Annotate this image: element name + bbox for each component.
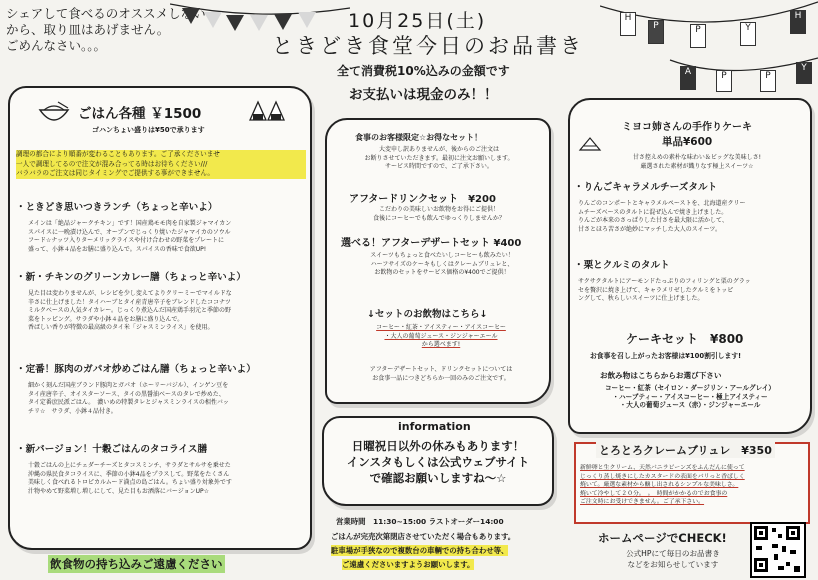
set-drinks-lines: [345, 324, 537, 350]
onigiri-icon: [246, 96, 290, 124]
desc-line: ミルクベースの人気タイカレー。じっくり煮込んだ国産鶏手羽元と季節の野: [28, 307, 232, 315]
desc-line: アフターデザートセット、ドリンクセットについては: [369, 366, 513, 373]
desc-line: 見た目は変わりませんが、レシピを少し変えてよりクリーミーでマイルドな: [28, 290, 232, 297]
business-hours: 営業時間 11:30~15:00 ラストオーダー14:00: [336, 517, 504, 526]
cake-desc: [592, 154, 802, 171]
note-line: から、取り皿はあげません。: [6, 22, 170, 37]
desc-line: 十穀ごはんの上にチェダーチーズとタコスミンチ、サラダとサルサを乗せた: [28, 462, 231, 469]
drink-line: ・ハーブティー・アイスコーヒー・極上アイスティー: [612, 392, 768, 401]
notice-line: 一人で調理してるので注文が混み合ってる時はお待ちください///: [16, 160, 306, 170]
cake-drinks-lines: [576, 384, 804, 410]
header-date: 10月25日(土): [348, 10, 487, 32]
desc-line: 辛さに仕上げました！タイハーブとタイ産青唐辛子をブレンドしたココナツ: [28, 298, 231, 306]
note-line: ごめんなさい。。。: [6, 38, 107, 53]
notice-line: 調理の都合により順番が変わることもあります。ご了承くださいませ: [16, 150, 306, 160]
creme-brulee-title: とろとろクレームブリュレ ¥350: [596, 442, 775, 458]
creme-brulee-desc: [580, 464, 745, 507]
set-menu-panel: [325, 118, 551, 404]
bunting-letter-flag: P: [690, 24, 706, 48]
bunting-letter-flag: P: [760, 70, 776, 92]
notice-line: バラバラのご注文は同じタイミングでご提供する事ができません。: [16, 169, 306, 179]
creme-brulee-section: [574, 442, 810, 524]
cake-icon: [578, 134, 602, 152]
bunting-letter-flag: P: [648, 20, 664, 44]
drink-line: ・大人の葡萄ジュース（赤）・ジンジャーエール: [619, 401, 761, 410]
drink-set-title: アフタードリンクセット ¥200: [349, 194, 496, 205]
desc-line: 甘さとほろ苦さが絶妙にマッチした大人のスイーツ。: [578, 225, 721, 233]
drink-line: コーヒー・紅茶（セイロン・ダージリン・アールグレイ）: [604, 384, 776, 392]
set-drinks-title: ↓セットのお飲物はこちら↓: [367, 309, 488, 320]
desc-line: じっくり蒸し焼きにしたカスタードの表面をパリっと香ばしく: [580, 473, 745, 480]
menu-item-title: ・新バージョン！十穀ごはんのタコライス膳: [16, 444, 208, 455]
desc-line: こだわりの美味しいお飲物をお得にご提供！: [378, 206, 499, 213]
desc-line: 甘さ控えめの素朴な味わい＆ビッグな美味しさ!: [632, 154, 762, 161]
desc-line: 食後にコーヒーでも飲んでゆっくりしませんか？: [373, 214, 505, 222]
desc-line: 汁物やめて野菜増し増しにして、見た目もお洒落にバージョンUP☆: [28, 487, 210, 495]
set-note-lines: [345, 366, 537, 383]
bunting-flag: [274, 14, 292, 30]
cake-title: ミヨコ姉さんの手作りケーキ: [622, 122, 752, 133]
desc-line: タイ産唐辛子、オイスターソース、タイの黒醤油ベースのタレで炒めた、: [28, 390, 225, 398]
bunting-flag: [250, 15, 268, 31]
info-line: インスタもしくは公式ウェブサイト: [346, 455, 530, 469]
cake-item-desc: [578, 200, 746, 234]
menu-item-desc: [28, 220, 231, 254]
desc-line: スパイスに一晩漬け込んで、オーブンでじっくり焼いたジャマイカのソウル: [28, 228, 231, 236]
bunting-flag: [226, 15, 244, 31]
desc-line: 香ばしい香りが特徴の最高級のタイ米「ジャスミンライス」を使用。: [28, 324, 214, 332]
info-line: で確認お願いしますね〜☆: [369, 471, 507, 485]
cake-price: 単品¥600: [662, 136, 713, 148]
customer-set-lines: [351, 146, 527, 172]
menu-item-desc: [28, 290, 232, 333]
bunting-flag: [182, 8, 200, 24]
desc-line: ご注文時にお受けできません。ご了承下さい。: [580, 499, 705, 506]
info-line: 日曜祝日以外の休みもあります！: [351, 439, 525, 453]
desc-line: 美味しく食べれるトロピカルムード満点の島ごはん。ちょい盛り対象外です: [28, 479, 232, 487]
desc-line: 公式HPにて毎日のお品書き: [626, 549, 720, 558]
bunting-letter-flag: P: [716, 70, 732, 92]
rice-menu-title: ごはん各種 ￥1500: [78, 106, 202, 122]
homepage-desc: [626, 548, 720, 570]
rice-menu-panel: [8, 86, 312, 550]
sellout-note: ごはんが完売次第閉店させていただく場合もあります。: [331, 532, 516, 541]
desc-line: 細かく刻んだ国産ブランド豚肉とガパオ（ホーリーバジル）、インゲン豆を: [28, 382, 229, 389]
desc-line: お飲物のセットをサービス価格の¥400でご提供！: [374, 269, 510, 277]
desc-line: 焼いて。厳選な素材から醸し出されるシンプルな美味しさ。: [580, 482, 739, 489]
information-heading: information: [398, 420, 471, 433]
information-panel: [322, 416, 554, 506]
desc-line: サービス時間ですので、ご了承下さい。: [385, 163, 493, 171]
order-notice: [16, 150, 306, 179]
menu-item-desc: [28, 462, 232, 496]
parking-note-2: ご遠慮くださいますようお願いします。: [342, 560, 475, 569]
menu-item-desc: [28, 382, 229, 416]
bunting-letter-flag: Y: [740, 22, 756, 46]
desc-line: 沖縄の県民食タコライスに、季節の小鉢4品をプラスして。野菜をたくさん: [28, 470, 230, 478]
desc-line: お食事一品につきどちらか一回のみのご注文です。: [372, 374, 510, 382]
desc-line: 盛って、小鉢４品をお膳に盛り込んで。スパイスの香味で食欲UP!: [28, 245, 207, 253]
cake-drinks-title: お飲み物はこちらからお選び下さい: [600, 371, 722, 380]
note-line: シェアして食べるのオススメしない: [6, 6, 206, 21]
bunting-flag: [204, 12, 222, 28]
no-outside-food-note: 飲食物の持ち込みご遠慮ください: [50, 557, 223, 571]
desc-line: などをお知らせしています: [627, 560, 719, 569]
drink-line: から選べます!: [421, 341, 461, 349]
desc-line: スイーツもちょっと食べたいしコーヒーも飲みたい！: [370, 252, 514, 259]
cake-item-desc: [578, 278, 751, 304]
tax-note: 全て消費税10%込みの金額です: [337, 64, 510, 78]
homepage-qr-code[interactable]: [750, 522, 806, 578]
bunting-letter-flag: Y: [796, 62, 812, 84]
menu-item-title: ・新・チキンのグリーンカレー膳（ちょっと辛いよ）: [16, 272, 246, 283]
information-lines: [332, 438, 544, 486]
rice-menu-subtitle: ゴハンちょい盛りは¥50で承ります: [92, 126, 205, 134]
desc-line: りんごが本来のさっぱりした甘さを最大限に活かして、: [578, 217, 728, 225]
bunting-flag: [298, 12, 316, 28]
desc-line: ムチーズベースのタルトに混ぜ込んで焼き上げました。: [578, 208, 728, 216]
desc-line: メインは「絶品ジャークチキン」です！国産鶏モモ肉を自家製ジャマイカン: [28, 220, 232, 227]
dessert-set-title: 選べる！アフターデザートセット ¥400: [341, 238, 522, 249]
menu-item-title: ・ときどき思いつきランチ（ちょっと辛いよ）: [16, 202, 218, 213]
cake-item-title: ・栗とクルミのタルト: [574, 260, 670, 271]
dessert-set-lines: [347, 252, 537, 278]
desc-line: ハーフサイズのケーキもしくはクレームブリュレと、: [370, 260, 514, 268]
parking-note: 駐車場が手狭なので複数台の車輌での持ち合わせ等、: [331, 546, 509, 555]
qr-code-icon: [752, 524, 804, 576]
customer-set-title: 食事のお客様限定☆お得なセット！: [355, 133, 483, 142]
desc-line: お断りさせていただきます。最初に注文お願いします。: [364, 154, 514, 162]
desc-line: サクサクタルトにアーモンドたっぷりのフィリングと栗のグラッ: [578, 278, 751, 285]
bunting-letter-flag: H: [620, 12, 636, 36]
rice-bowl-icon: [36, 100, 72, 124]
menu-item-title: ・定番！豚肉のガパオ炒めごはん膳（ちょっと辛いよ）: [16, 364, 256, 375]
desc-line: チリ☆ サラダ、小鉢４品付き。: [28, 407, 117, 415]
drink-line: ・大人の葡萄ジュース・ジンジャーエール: [384, 332, 498, 340]
desc-line: タイ定番庶民派ごはん。 濃いめの特製タレとジャスミンライスの相性バッ: [28, 399, 229, 407]
desc-line: 焼いて冷やして２０分。 。 時間がかかるのでお食事の: [580, 490, 728, 497]
cake-set-title: ケーキセット ¥800: [626, 332, 744, 346]
homepage-title: ホームページでCHECK!: [598, 531, 727, 545]
desc-line: 大変申し訳ありませんが、後からのご注文は: [378, 146, 499, 153]
cake-menu-panel: [568, 98, 812, 434]
page-title: ときどき食堂今日のお品書き: [272, 34, 584, 58]
desc-line: 厳選された素材が織りなす極上スイーツ☆: [640, 162, 754, 170]
cake-set-discount: お食事を召し上がったお客様は¥100割引します!: [590, 352, 742, 360]
cash-note: お支払いは現金のみ！！: [349, 87, 498, 103]
desc-line: フード☆ナッツ入りターメリックライスや付け合わせの野菜をプレートに: [28, 237, 225, 245]
desc-line: 新鮮卵と生クリーム、天然バニラビーンズをふんだんに使って: [580, 465, 745, 471]
drink-set-lines: [349, 206, 529, 223]
drink-line: コーヒー・紅茶・アイスティー・アイスコーヒー: [376, 324, 506, 331]
desc-line: りんごのコンポートとキャラメルペーストを、北海道産クリー: [578, 200, 746, 207]
bunting-letter-flag: A: [680, 66, 696, 90]
cake-item-title: ・りんごキャラメルチーズタルト: [574, 182, 718, 193]
desc-line: 菜をトッピング。サラダや小鉢４品をお膳に盛り込んで。: [28, 315, 184, 323]
desc-line: ングして、秋らしいスイーツに仕上げました。: [578, 295, 704, 303]
bunting-letter-flag: H: [790, 10, 806, 34]
desc-line: セを贅沢に焼き上げて、キャラメリゼしたクルミをトッピ: [578, 286, 734, 294]
